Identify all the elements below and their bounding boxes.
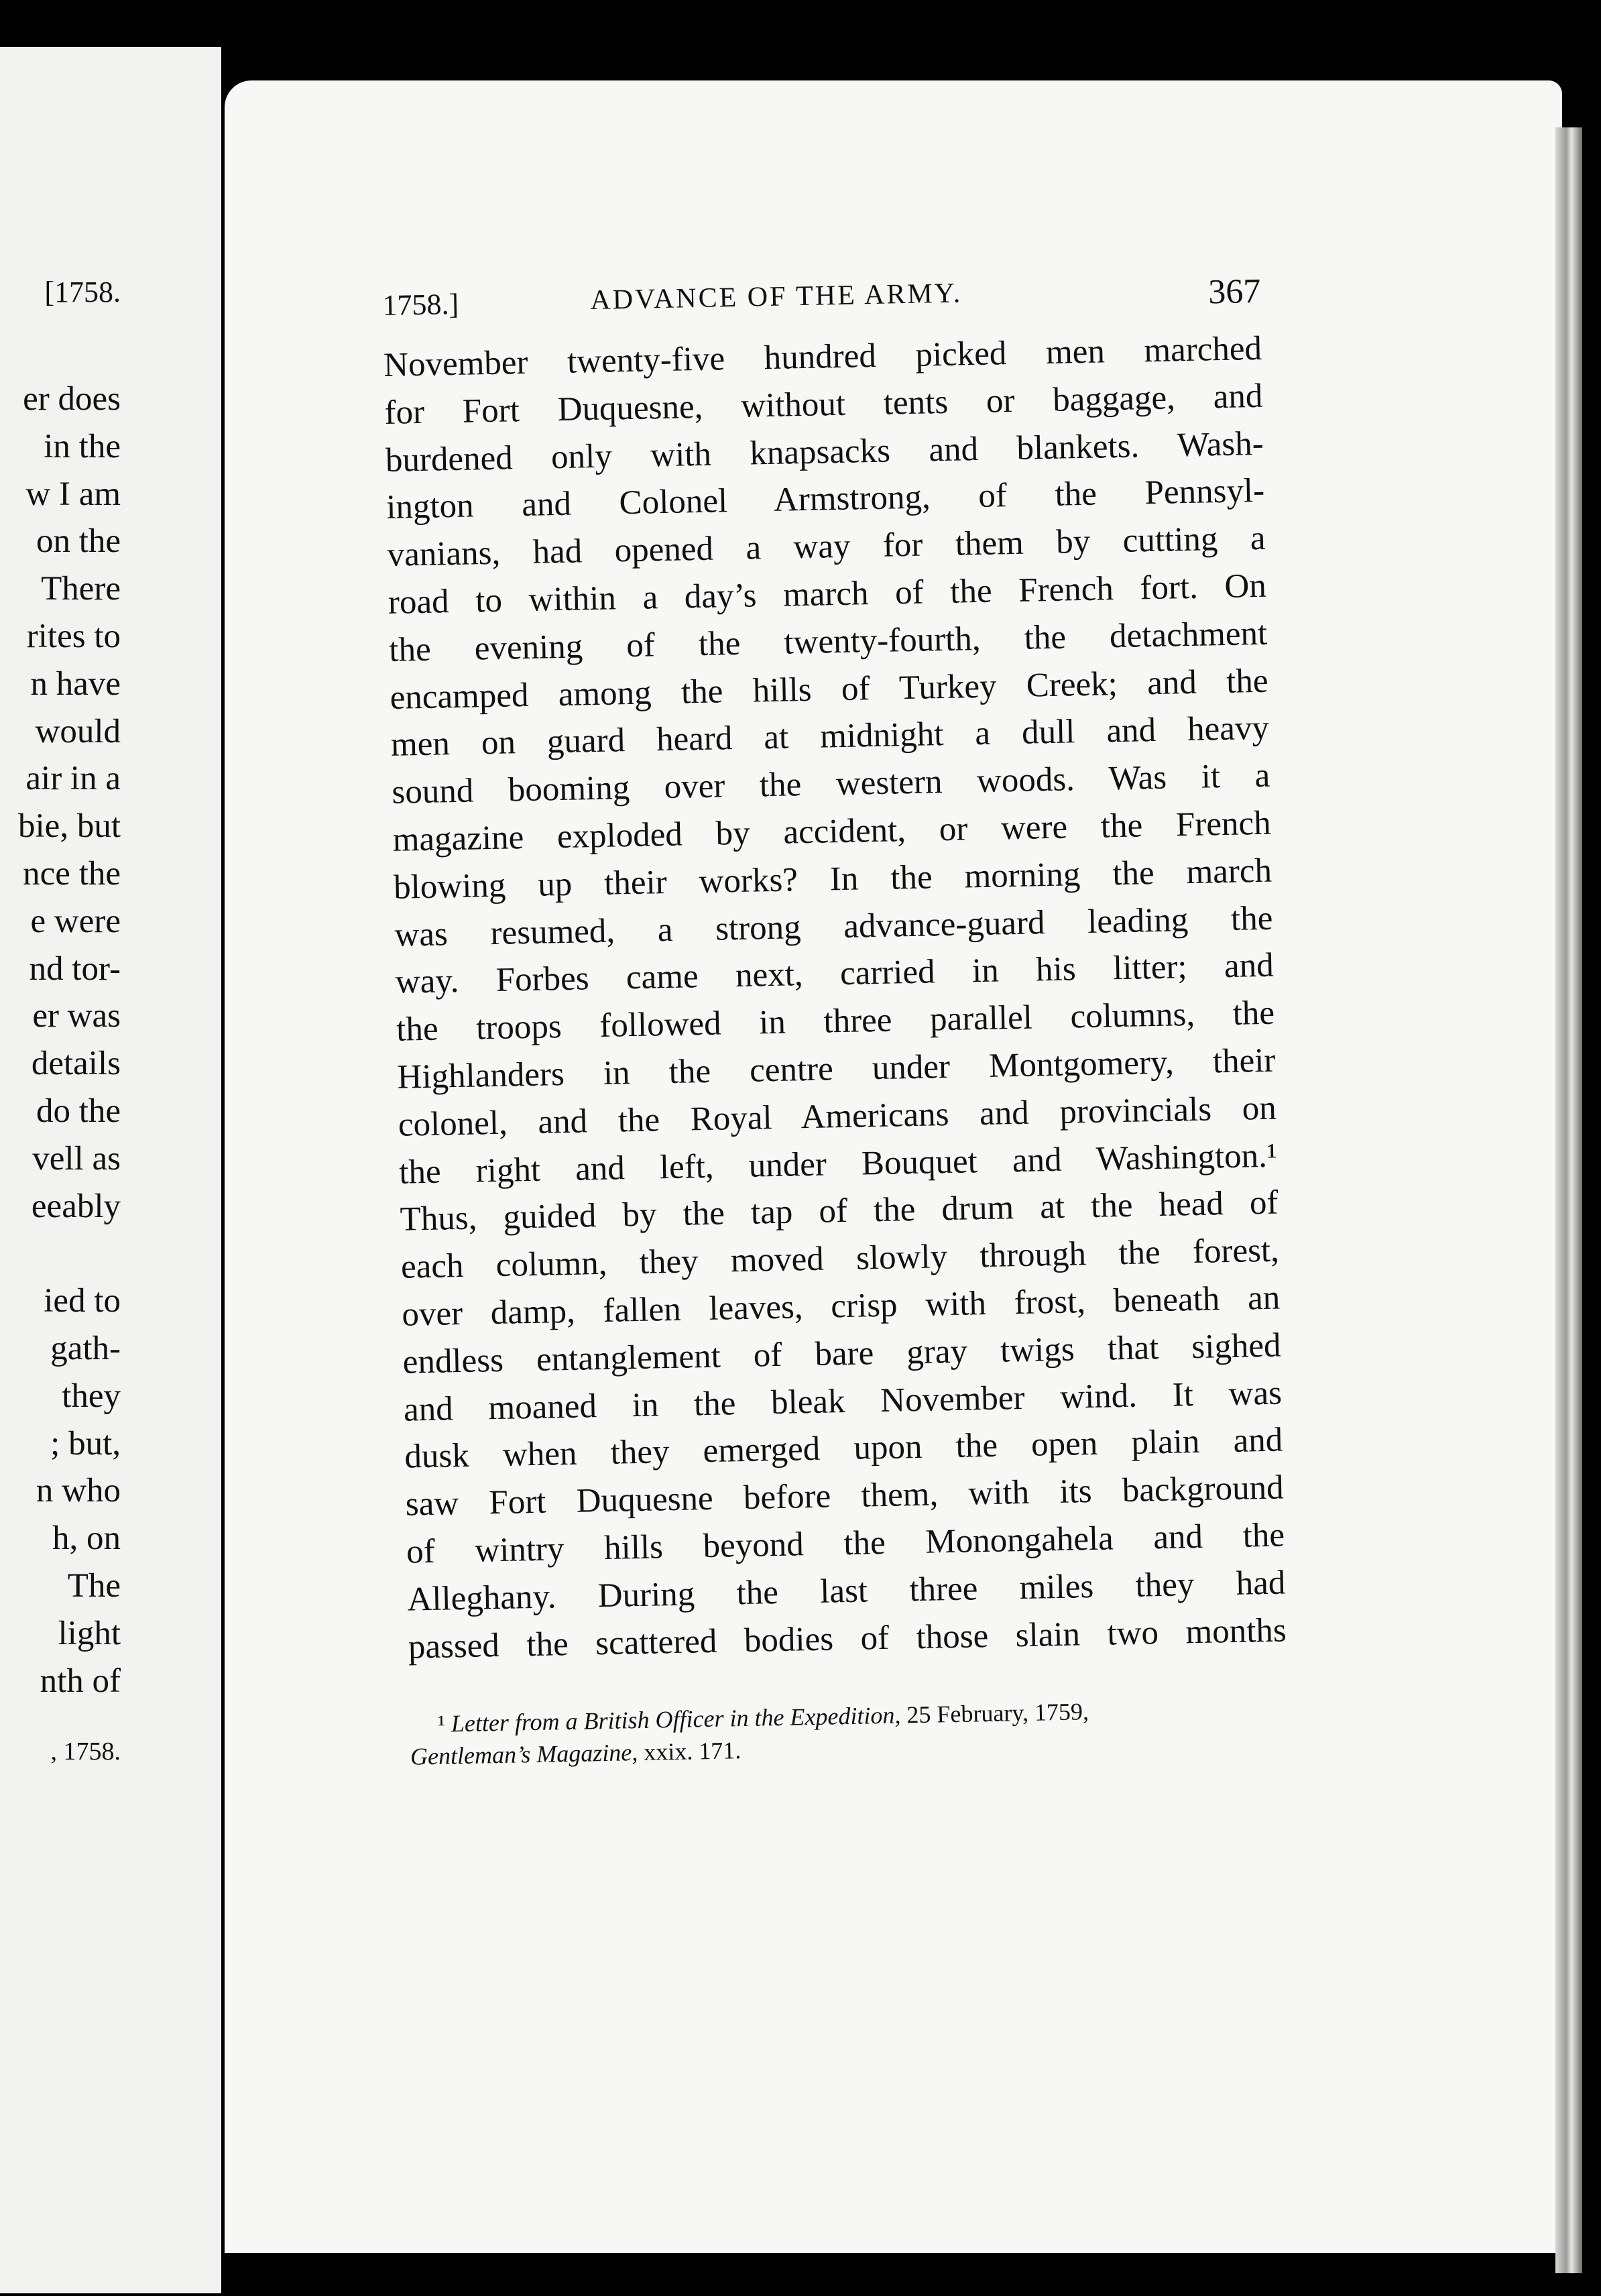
text-line: Alleghany. During the last three miles they had	[407, 1564, 1286, 1619]
left-line: vell as	[32, 1139, 121, 1178]
left-line: nth of	[40, 1662, 121, 1700]
left-line: w I am	[25, 475, 121, 513]
text-line: dusk when they emerged upon the open plain and	[404, 1421, 1283, 1477]
left-page-header: [1758.	[44, 276, 121, 308]
left-line: n who	[36, 1472, 121, 1510]
text-line: way. Forbes came next, carried in his litter; and	[395, 947, 1274, 1002]
left-line: n have	[30, 665, 121, 703]
text-line: Thus, guided by the tap of the drum at the head of	[400, 1184, 1279, 1239]
page-edge	[1555, 127, 1582, 2273]
left-line: ied to	[44, 1282, 121, 1320]
running-head-year: 1758.]	[382, 287, 459, 322]
text-line: over damp, fallen leaves, crisp with frost, beneath an	[401, 1279, 1281, 1334]
text-line: magazine exploded by accident, or were the French	[392, 804, 1272, 859]
left-line: bie, but	[18, 807, 121, 846]
text-line: endless entanglement of bare gray twigs that sighed	[402, 1326, 1282, 1381]
footnote-date: 25 February, 1759,	[900, 1698, 1089, 1729]
text-line: each column, they moved slowly through the forest,	[400, 1231, 1280, 1286]
body-text	[383, 325, 1287, 1671]
text-line: for Fort Duquesne, without tents or baggage, and	[384, 377, 1263, 432]
left-page-text	[18, 376, 121, 1705]
left-page-footnote: , 1758.	[50, 1737, 121, 1766]
text-line: saw Fort Duquesne before them, with its background	[405, 1469, 1285, 1524]
left-line: they	[62, 1377, 121, 1415]
left-line: would	[35, 712, 121, 750]
footnote-publication: Gentleman’s Magazine,	[410, 1739, 638, 1770]
left-line: nd tor-	[29, 950, 121, 988]
left-line: do the	[36, 1092, 121, 1130]
text-line: burdened only with knapsacks and blankets. Wash-	[385, 424, 1264, 479]
text-line: passed the scattered bodies of those slain two months	[408, 1611, 1287, 1666]
footnote-marker: ¹	[437, 1710, 446, 1738]
left-line: There	[41, 570, 121, 608]
text-line: was resumed, a strong advance-guard leading the	[394, 899, 1273, 954]
text-line: the right and left, under Bouquet and Washington.¹	[398, 1137, 1278, 1192]
footnote-source-title: Letter from a British Officer in the Expedition,	[451, 1701, 901, 1737]
text-line: blowing up their works? In the morning the march	[393, 852, 1272, 907]
text-line: the evening of the twenty-fourth, the detachment	[388, 614, 1268, 669]
text-line: of wintry hills beyond the Monongahela and the	[406, 1516, 1285, 1571]
left-line: eeably	[31, 1187, 121, 1225]
left-line: er was	[32, 997, 121, 1035]
left-line: light	[58, 1614, 121, 1652]
left-line: air in a	[25, 760, 121, 798]
text-line: colonel, and the Royal Americans and provincials on	[398, 1089, 1277, 1144]
left-page	[0, 47, 221, 2293]
text-line: vanians, had opened a way for them by cutting a	[387, 519, 1266, 575]
text-line: sound booming over the western woods. Was it a	[391, 756, 1270, 812]
left-line: rites to	[26, 617, 121, 655]
left-line: details	[31, 1045, 121, 1083]
left-line: er does	[23, 380, 121, 418]
text-line: encamped among the hills of Turkey Creek; and the	[390, 662, 1269, 717]
left-line: gath-	[50, 1329, 121, 1367]
running-head-title: ADVANCE OF THE ARMY.	[589, 278, 963, 317]
left-line: The	[67, 1566, 121, 1605]
left-line: h, on	[52, 1519, 121, 1558]
left-line: on the	[36, 522, 121, 561]
left-line: e were	[30, 902, 121, 940]
left-line: in the	[44, 427, 121, 465]
text-line: road to within a day’s march of the French fort. On	[388, 567, 1267, 622]
text-line: and moaned in the bleak November wind. It was	[403, 1374, 1283, 1429]
left-line	[18, 1230, 121, 1277]
left-line: nce the	[23, 854, 121, 893]
text-line: ington and Colonel Armstrong, of the Pennsyl-	[386, 472, 1265, 527]
footnote-volume: xxix. 171.	[637, 1737, 742, 1766]
text-line: men on guard heard at midnight a dull and heavy	[390, 709, 1270, 764]
right-page-text-block	[382, 272, 1289, 1773]
text-line: November twenty-five hundred picked men marched	[383, 329, 1262, 384]
page-number: 367	[1207, 272, 1261, 312]
text-line: the troops followed in three parallel columns, the	[396, 994, 1275, 1049]
text-line: Highlanders in the centre under Montgomery, their	[397, 1041, 1276, 1096]
left-line: ; but,	[50, 1424, 121, 1462]
